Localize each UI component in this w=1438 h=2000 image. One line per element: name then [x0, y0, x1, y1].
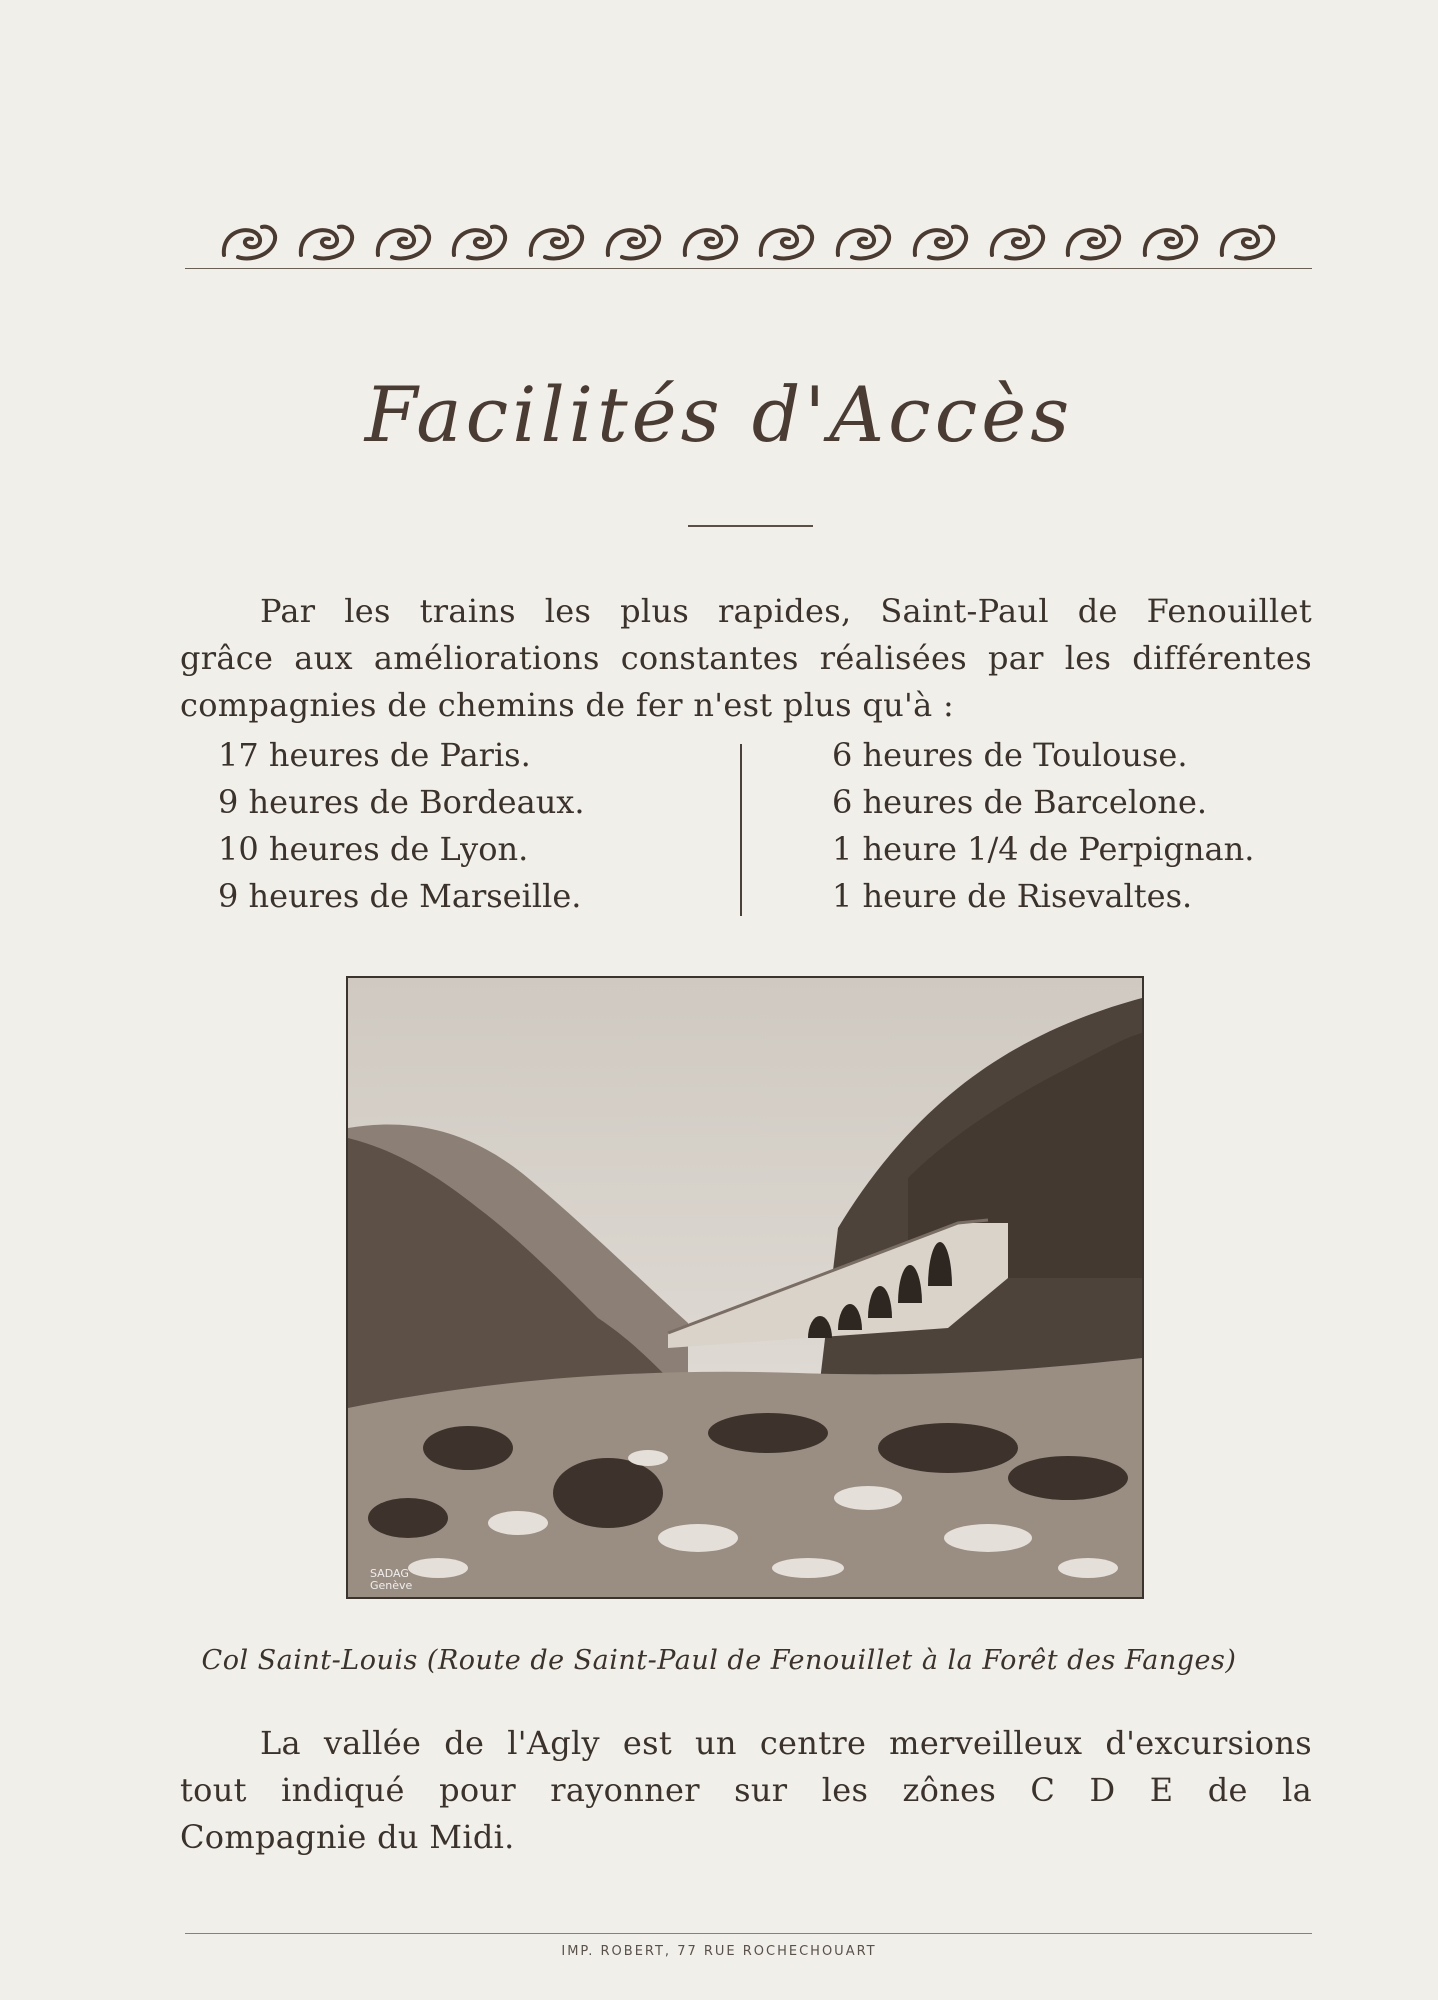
- page-title: Facilités d'Accès: [364, 370, 1074, 459]
- photo-credit: [370, 1568, 412, 1592]
- ornament-swirl-icon: [1216, 217, 1278, 267]
- intro-line: Par les trains les plus rapides, Saint-Paul de Fenouillet: [260, 592, 1312, 630]
- distance-item: 9 heures de Bordeaux.: [218, 783, 585, 821]
- ornament-swirl-icon: [372, 217, 434, 267]
- distance-item: 6 heures de Toulouse.: [832, 736, 1188, 774]
- ornament-swirl-icon: [679, 217, 741, 267]
- printer-imprint: IMP. ROBERT, 77 RUE ROCHECHOUART: [561, 1944, 877, 1959]
- distance-item: 6 heures de Barcelone.: [832, 783, 1208, 821]
- ornament-swirl-icon: [295, 217, 357, 267]
- photo-credit-line: SADAG: [370, 1567, 409, 1580]
- outro-line: tout indiqué pour rayonner sur les zônes C D E de la: [180, 1771, 1312, 1809]
- intro-paragraph: [180, 588, 1312, 729]
- ornament-swirl-icon: [832, 217, 894, 267]
- distance-item: 17 heures de Paris.: [218, 736, 531, 774]
- distance-item: 1 heure 1/4 de Perpignan.: [832, 830, 1255, 868]
- photo-caption: Col Saint-Louis (Route de Saint-Paul de Fenouillet à la Forêt des Fanges): [201, 1645, 1237, 1676]
- ornament-swirl-icon: [218, 217, 280, 267]
- outro-paragraph: [180, 1720, 1312, 1861]
- intro-line: grâce aux améliorations constantes réalisées par les différentes: [180, 639, 1312, 677]
- ornament-swirl-icon: [448, 217, 510, 267]
- distance-item: 9 heures de Marseille.: [218, 877, 582, 915]
- intro-line: compagnies de chemins de fer n'est plus qu'à :: [180, 686, 955, 724]
- distances-right-column: [832, 732, 1254, 920]
- viaduct-illustration: [348, 978, 1142, 1597]
- title-underline: [688, 525, 813, 527]
- landscape-photo: [346, 976, 1144, 1599]
- ornament-swirl-icon: [525, 217, 587, 267]
- photo-credit-line: Genève: [370, 1579, 413, 1592]
- distance-item: 1 heure de Risevaltes.: [832, 877, 1193, 915]
- distances-left-column: [218, 732, 585, 920]
- ornament-swirl-icon: [986, 217, 1048, 267]
- ornament-swirl-icon: [1062, 217, 1124, 267]
- distance-item: 10 heures de Lyon.: [218, 830, 529, 868]
- ornament-swirl-icon: [602, 217, 664, 267]
- bottom-rule: [185, 1933, 1312, 1934]
- ornament-swirl-icon: [755, 217, 817, 267]
- outro-line: La vallée de l'Agly est un centre merveilleux d'excursions: [260, 1724, 1312, 1762]
- top-rule: [185, 268, 1312, 269]
- column-divider: [740, 744, 742, 916]
- ornament-band: [218, 212, 1278, 272]
- ornament-swirl-icon: [909, 217, 971, 267]
- ornament-swirl-icon: [1139, 217, 1201, 267]
- outro-line: Compagnie du Midi.: [180, 1818, 515, 1856]
